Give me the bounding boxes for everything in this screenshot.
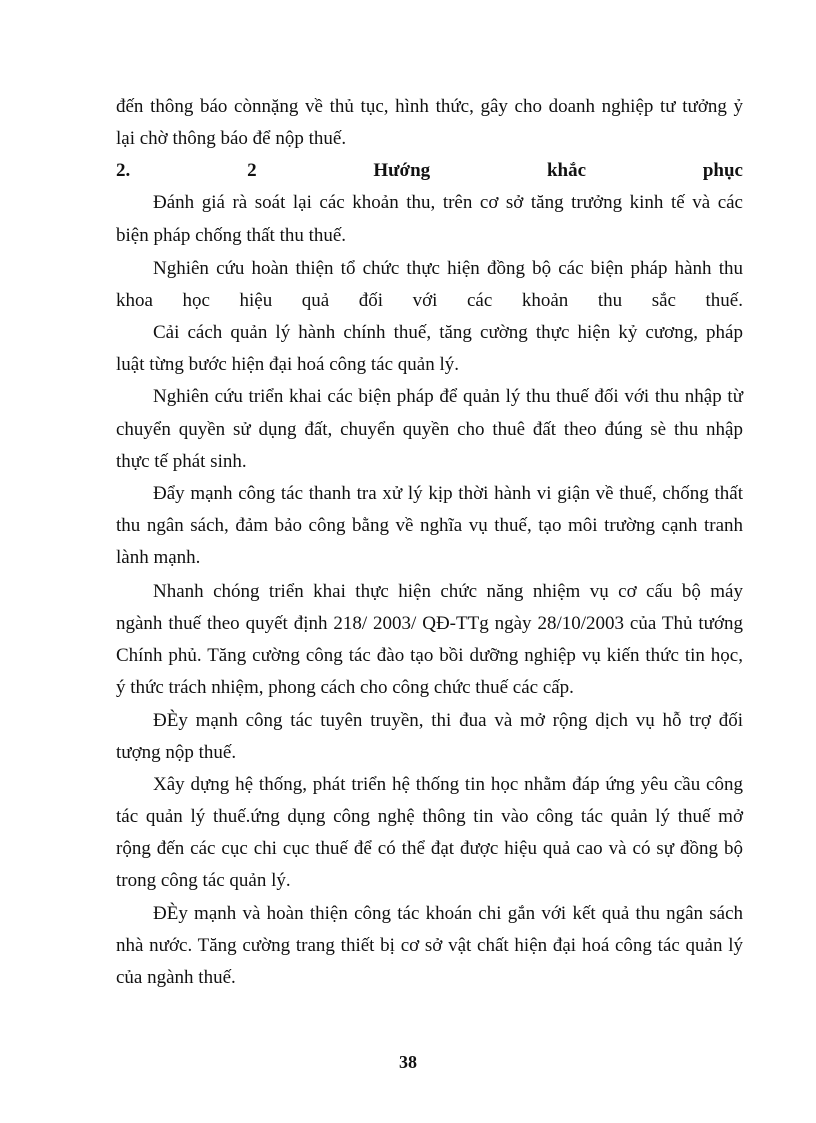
section-heading [116, 156, 743, 186]
paragraph-line: chuyển quyền sử dụng đất, chuyển quyền cho thuê đất theo đúng sè thu nhập [116, 419, 743, 440]
paragraph-line: Cải cách quản lý hành chính thuế, tăng cường thực hiện kỷ cương, pháp [153, 322, 743, 343]
paragraph-line: trong công tác quản lý. [116, 870, 291, 891]
paragraph-line: Nghiên cứu hoàn thiện tổ chức thực hiện đồng bộ các biện pháp hành thu [153, 258, 743, 279]
paragraph-line: Xây dựng hệ thống, phát triển hệ thống tin học nhằm đáp ứng yêu cầu công [153, 774, 743, 795]
paragraph-line: ý thức trách nhiệm, phong cách cho công chức thuế các cấp. [116, 677, 574, 698]
paragraph-line: của ngành thuế. [116, 967, 236, 988]
paragraph-line: đến thông báo cònnặng về thủ tục, hình thức, gây cho doanh nghiệp tư tưởng ỷ [116, 96, 743, 117]
heading-subnumber: 2 [247, 160, 257, 181]
paragraph-line: Nghiên cứu triển khai các biện pháp để quản lý thu thuế đối với thu nhập từ [153, 386, 743, 407]
heading-word: phục [702, 160, 743, 181]
paragraph-line: Đẩy mạnh công tác thanh tra xử lý kịp thời hành vi giận về thuế, chống thất [153, 483, 743, 504]
paragraph-line: khoa học hiệu quả đối với các khoản thu sắc thuế. [116, 290, 743, 311]
paragraph-line: rộng đến các cục chi cục thuế để có thể đạt được hiệu quả cao và có sự đồng bộ [116, 838, 743, 859]
paragraph-line: Chính phủ. Tăng cường công tác đào tạo bồi dưỡng nghiệp vụ kiến thức tin học, [116, 645, 743, 666]
paragraph-line: Đánh giá rà soát lại các khoản thu, trên cơ sở tăng trưởng kinh tế và các [153, 192, 743, 213]
paragraph-line: nhà nước. Tăng cường trang thiết bị cơ sở vật chất hiện đại hoá công tác quản lý [116, 935, 743, 956]
paragraph-line: ĐÈy mạnh công tác tuyên truyền, thi đua và mở rộng dịch vụ hỗ trợ đối [153, 710, 743, 731]
paragraph-line: ngành thuế theo quyết định 218/ 2003/ QĐ-TTg ngày 28/10/2003 của Thủ tướng [116, 613, 743, 634]
paragraph-line: tượng nộp thuế. [116, 742, 237, 763]
paragraph-line: lại chờ thông báo để nộp thuế. [116, 128, 347, 149]
paragraph-line: thu ngân sách, đảm bảo công bằng về nghĩa vụ thuế, tạo môi trường cạnh tranh [116, 515, 743, 536]
paragraph-line: ĐÈy mạnh và hoàn thiện công tác khoán chi gắn với kết quả thu ngân sách [153, 903, 743, 924]
paragraph-line: tác quản lý thuế.ứng dụng công nghệ thông tin vào công tác quản lý thuế mở [116, 806, 743, 827]
page-number: 38 [399, 1052, 417, 1072]
heading-number: 2. [116, 160, 131, 181]
paragraph-line: thực tế phát sinh. [116, 451, 247, 472]
paragraph-line: biện pháp chống thất thu thuế. [116, 225, 347, 246]
paragraph-line: luật từng bước hiện đại hoá công tác quản lý. [116, 354, 459, 375]
paragraph-line: lành mạnh. [116, 547, 201, 568]
heading-word: Hướng [373, 160, 431, 181]
heading-word: khắc [546, 160, 587, 181]
paragraph-line: Nhanh chóng triển khai thực hiện chức năng nhiệm vụ cơ cấu bộ máy [153, 581, 743, 602]
